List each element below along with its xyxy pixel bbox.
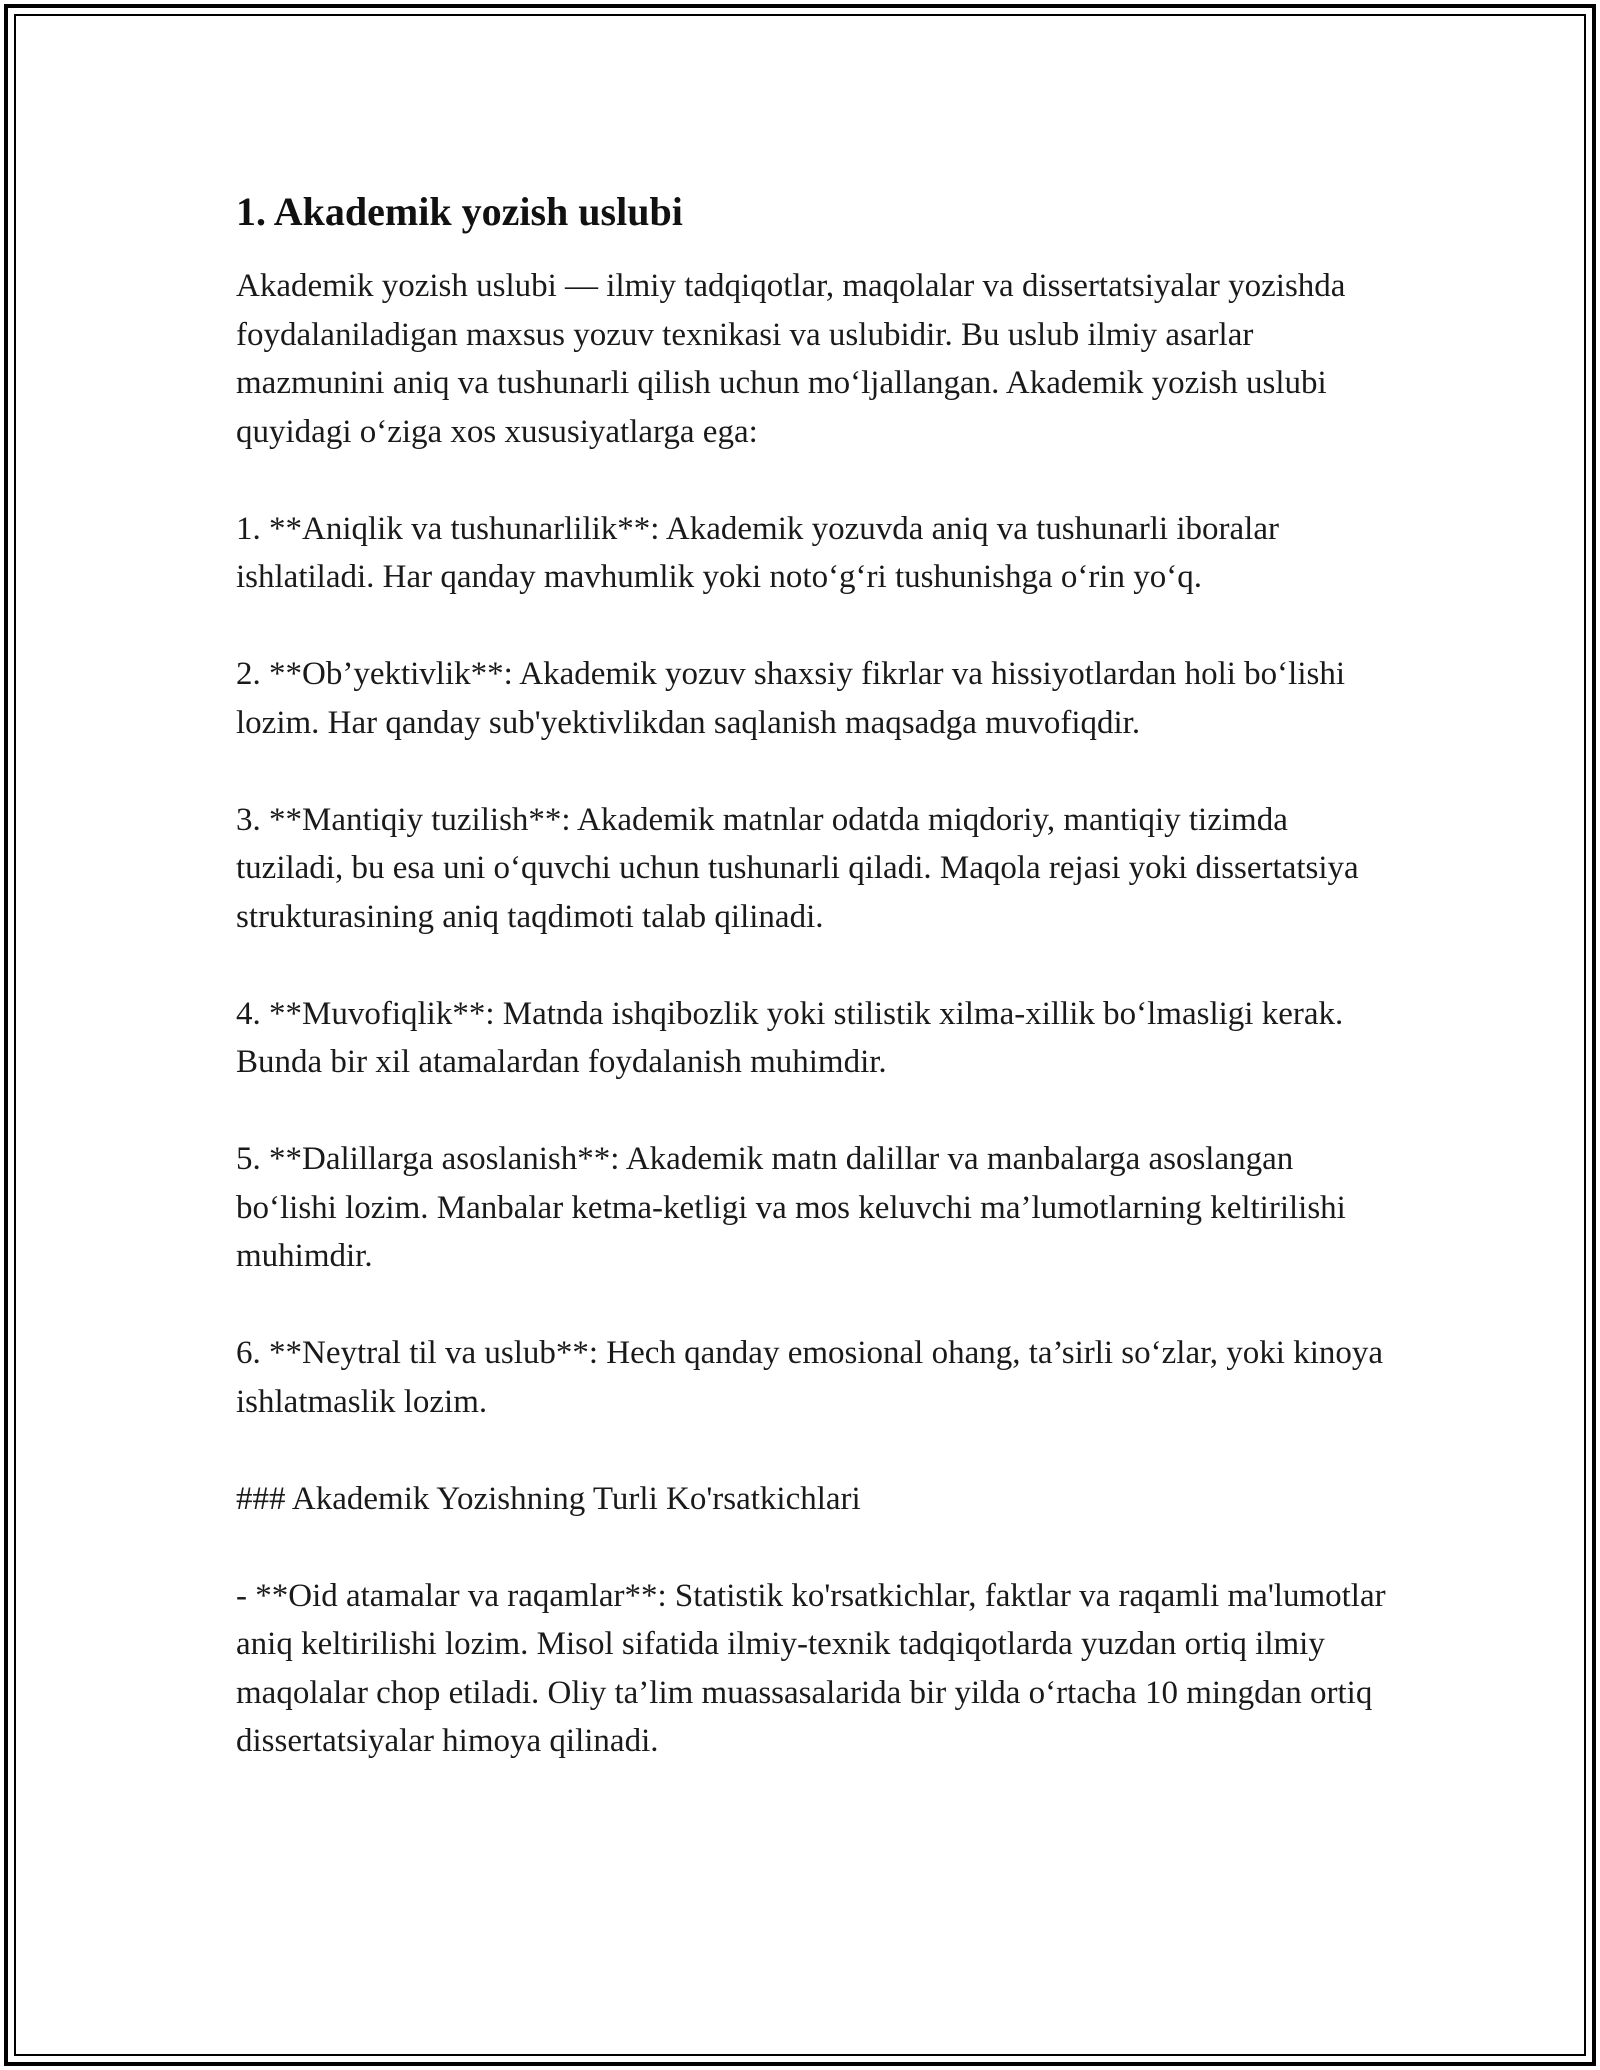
intro-paragraph: Akademik yozish uslubi — ilmiy tadqiqotlar, maqolalar va dissertatsiyalar yozishda foydalaniladigan maxsus yozuv texnikasi va uslubidir. Bu uslub ilmiy asarlar mazmunini aniq va tushunarli qilish uchun moʻljallangan. Akademik yozish uslubi quyidagi oʻziga xos xususiyatlarga ega: — [236, 268, 1346, 450]
list-item-objectivity: 2. **Ob’yektivlik**: Akademik yozuv shaxsiy fikrlar va hissiyotlardan holi boʻlishi lozim. Har qanday sub'yektivlikdan saqlanish maqsadga muvofiqdir. — [236, 656, 1346, 741]
list-item-neutral-language: 6. **Neytral til va uslub**: Hech qanday emosional ohang, ta’sirli soʻzlar, yoki kinoya ishlatmaslik lozim. — [236, 1335, 1384, 1420]
list-item-evidence: 5. **Dalillarga asoslanish**: Akademik matn dalillar va manbalarga asoslangan boʻlishi lozim. Manbalar ketma-ketligi va mos keluvchi ma’lumotlarning keltirilishi muhimdir. — [236, 1141, 1346, 1274]
list-item-clarity: 1. **Aniqlik va tushunarlilik**: Akademik yozuvda aniq va tushunarli iboralar ishlatiladi. Har qanday mavhumlik yoki notoʻgʻri tushunishga oʻrin yoʻq. — [236, 510, 1279, 595]
list-item-logical-structure: 3. **Mantiqiy tuzilish**: Akademik matnlar odatda miqdoriy, mantiqiy tizimda tuziladi, bu esa uni oʻquvchi uchun tushunarli qiladi. Maqola rejasi yoki dissertatsiya strukturasining aniq taqdimoti talab qilinadi. — [236, 801, 1359, 935]
list-item-consistency: 4. **Muvofiqlik**: Matnda ishqibozlik yoki stilistik xilma-xillik boʻlmasligi kerak. Bunda bir xil atamalardan foydalanish muhimdir. — [236, 995, 1344, 1080]
document-body — [236, 186, 1386, 1766]
subheading-indicators: ### Akademik Yozishning Turli Ko'rsatkichlari — [236, 1480, 861, 1517]
section-heading: 1. Akademik yozish uslubi — [236, 189, 683, 234]
bullet-item-terms-numbers: - **Oid atamalar va raqamlar**: Statistik ko'rsatkichlar, faktlar va raqamli ma'lumotlar aniq keltirilishi lozim. Misol sifatida ilmiy-texnik tadqiqotlarda yuzdan ortiq ilmiy maqolalar chop etiladi. Oliy ta’lim muassasalarida bir yilda oʻrtacha 10 mingdan ortiq dissertatsiyalar himoya qilinadi. — [236, 1577, 1386, 1759]
